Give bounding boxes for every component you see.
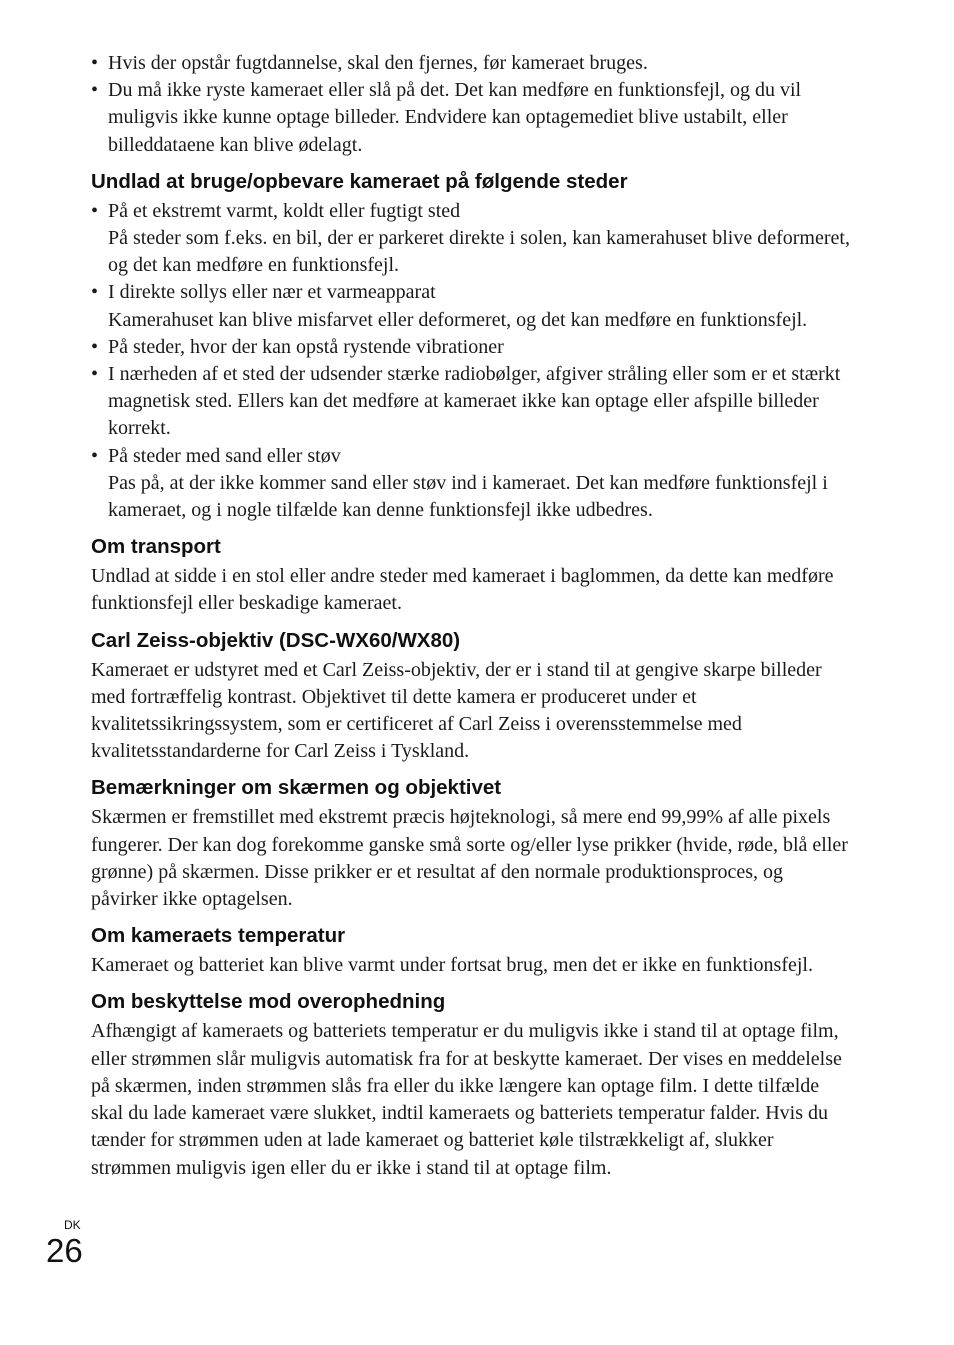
places-bullet xyxy=(91,361,851,443)
bullet-text: Hvis der opstår fugtdannelse, skal den fjernes, før kameraet bruges. xyxy=(108,52,648,74)
section-body-overheat: Afhængigt af kameraets og batteriets temperatur er du muligvis ikke i stand til at optage film, eller strømmen slår muligvis automatisk fra for at beskytte kameraet. Der vises en meddelelse på skærmen, inden strømmen slås fra eller du ikke længere kan optage film. I dette tilfælde skal du lade kameraet være slukket, indtil kameraets og batteriets temperatur falder. Hvis du tænder for strømmen uden at lade kameraet og batteriet køle tilstrækkeligt af, slukker strømmen muligvis igen eller du er ikke i stand til at optage film. xyxy=(91,1020,842,1179)
bullet-icon: • xyxy=(91,281,99,304)
intro-bullet-list xyxy=(91,50,851,159)
intro-bullet xyxy=(91,77,851,159)
bullet-icon: • xyxy=(91,444,99,467)
intro-bullet xyxy=(91,50,851,77)
places-bullet-list xyxy=(91,198,851,524)
section-body-temperature: Kameraet og batteriet kan blive varmt under fortsat brug, men det er ikke en funktionsfejl. xyxy=(91,954,813,977)
bullet-detail: På steder som f.eks. en bil, der er parkeret direkte i solen, kan kamerahuset blive deformeret, og det kan medføre en funktionsfejl. xyxy=(108,227,850,277)
section-body-zeiss: Kameraet er udstyret med et Carl Zeiss-objektiv, der er i stand til at gengive skarpe billeder med fortræffelig kontrast. Objektivet til dette kamera er produceret under et kvalitetssikringssystem, som er certificeret af Carl Zeiss i overensstemmelse med kvalitetsstandarderne for Carl Zeiss i Tyskland. xyxy=(91,658,822,763)
section-body-screen: Skærmen er fremstillet med ekstremt præcis højteknologi, så mere end 99,99% af alle pixels fungerer. Der kan dog forekomme ganske små sorte og/eller lyse prikker (hvide, røde, blå eller grønne) på skærmen. Disse prikker er et resultat af den normale produktionsproces, og påvirker ikke optagelsen. xyxy=(91,806,848,911)
section-heading-places: Undlad at bruge/opbevare kameraet på følgende steder xyxy=(91,169,628,193)
bullet-title: På steder, hvor der kan opstå rystende vibrationer xyxy=(108,335,504,358)
page-number: 26 xyxy=(46,1232,83,1269)
section-heading-temperature: Om kameraets temperatur xyxy=(91,924,346,948)
section-heading-screen: Bemærkninger om skærmen og objektivet xyxy=(91,776,502,800)
bullet-icon: • xyxy=(91,335,99,358)
places-bullet xyxy=(91,198,851,280)
document-page xyxy=(91,50,851,1182)
bullet-detail: Kamerahuset kan blive misfarvet eller deformeret, og det kan medføre en funktionsfejl. xyxy=(108,308,808,331)
bullet-title: I direkte sollys eller nær et varmeapparat xyxy=(108,281,436,304)
bullet-icon: • xyxy=(91,79,99,102)
bullet-icon: • xyxy=(91,52,99,74)
bullet-icon: • xyxy=(91,363,99,386)
section-heading-transport: Om transport xyxy=(91,535,221,559)
bullet-title: På et ekstremt varmt, koldt eller fugtigt sted xyxy=(108,199,461,222)
section-body-transport: Undlad at sidde i en stol eller andre steder med kameraet i baglommen, da dette kan medføre funktionsfejl eller beskadige kameraet. xyxy=(91,565,834,615)
places-bullet xyxy=(91,334,851,361)
places-bullet xyxy=(91,443,851,525)
bullet-detail: Pas på, at der ikke kommer sand eller støv ind i kameraet. Det kan medføre funktionsfejl i kameraet, og i nogle tilfælde kan denne funktionsfejl ikke udbedres. xyxy=(108,471,828,522)
places-bullet xyxy=(91,279,851,333)
bullet-text: Du må ikke ryste kameraet eller slå på det. Det kan medføre en funktionsfejl, og du vil muligvis ikke kunne optage billeder. Endvidere kan optagemediet blive ustabilt, eller billeddataene kan blive ødelagt. xyxy=(108,79,802,156)
bullet-title: På steder med sand eller støv xyxy=(108,444,341,467)
section-heading-zeiss: Carl Zeiss-objektiv (DSC-WX60/WX80) xyxy=(91,628,461,652)
bullet-title: I nærheden af et sted der udsender stærke radiobølger, afgiver stråling eller som er et stærkt magnetisk sted. Ellers kan det medføre at kameraet ikke kan optage eller afspille billeder korrekt. xyxy=(108,363,841,440)
language-code: DK xyxy=(64,1218,81,1232)
bullet-icon: • xyxy=(91,199,99,222)
section-heading-overheat: Om beskyttelse mod overophedning xyxy=(91,990,446,1014)
